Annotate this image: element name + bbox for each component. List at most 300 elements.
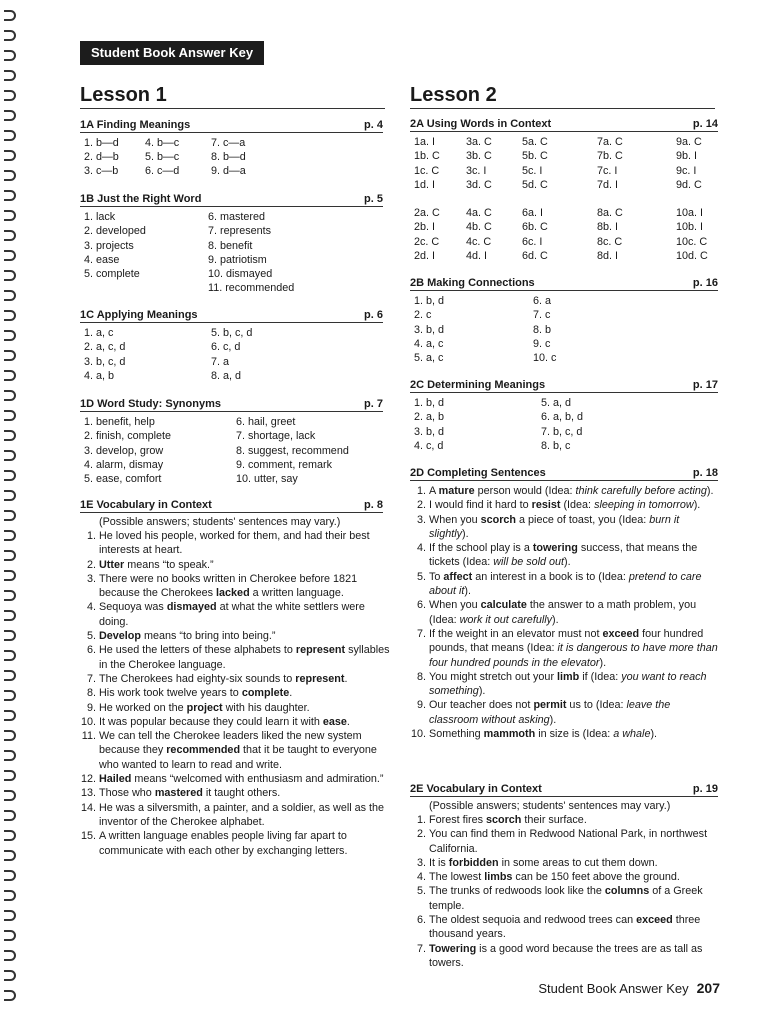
answer-2a-cell: 6b. C — [522, 221, 548, 234]
binding-ring — [4, 470, 16, 481]
binding-ring — [4, 210, 16, 221]
answer-2a-cell: 10c. C — [676, 235, 708, 248]
footer-label: Student Book Answer Key — [538, 981, 689, 996]
vocab-word: mammoth — [483, 728, 536, 741]
binding-ring — [4, 970, 16, 981]
answer-text — [429, 670, 720, 699]
answer-2a-cell: 2b. I — [414, 221, 436, 234]
answer-2a-cell: 6c. I — [522, 235, 543, 248]
vocab-word: Towering — [429, 942, 477, 955]
binding-ring — [4, 270, 16, 281]
numbered-answer — [410, 813, 720, 827]
answer-item: 4. c, d — [414, 439, 444, 452]
idea-text: leave the classroom without asking — [429, 699, 671, 726]
answer-item: 10. dismayed — [208, 268, 273, 281]
answer-2a-cell: 5c. I — [522, 164, 543, 177]
answer-number: 5. — [416, 570, 426, 583]
answer-2a-cell: 4d. I — [466, 249, 488, 262]
section-2c-right-list — [541, 396, 583, 453]
numbered-answer — [80, 629, 393, 643]
numbered-answer — [80, 801, 393, 830]
answer-text — [429, 884, 720, 913]
answer-text — [99, 786, 393, 800]
answer-item: 6. a, b, d — [541, 411, 584, 424]
answer-segment: The Cherokees had eighty-six sounds to — [99, 672, 296, 685]
answer-segment: is a good word because the trees are as tall as towers. — [429, 942, 703, 969]
answer-item: 10. c — [533, 352, 557, 365]
numbered-answer — [80, 829, 393, 858]
vocab-word: recommended — [166, 744, 241, 757]
answer-2a-cell: 2d. I — [414, 249, 436, 262]
binding-ring — [4, 370, 16, 381]
binding-ring — [4, 730, 16, 741]
binding-ring — [4, 310, 16, 321]
answer-segment: means “welcomed with enthusiasm and admiration.” — [131, 773, 384, 786]
section-2b-left-list — [414, 294, 444, 365]
binding-ring — [4, 870, 16, 881]
answer-text — [429, 498, 720, 512]
answer-segment: He loved his people, worked for them, and had their best interests at heart. — [99, 530, 370, 557]
answer-segment: an interest in a book is to (Idea: — [472, 570, 629, 583]
answer-item: 9. patriotism — [208, 253, 267, 266]
answer-2a-cell: 1c. C — [414, 164, 440, 177]
idea-text: a whale — [613, 728, 651, 741]
vocab-word: columns — [604, 885, 650, 898]
answer-segment: means “to bring into being.” — [141, 630, 276, 643]
numbered-answer — [410, 627, 720, 670]
binding-ring — [4, 810, 16, 821]
answer-number: 2. — [416, 828, 426, 841]
answer-segment: A written language enables people living far apart to communicate with each other by exchanging letters. — [99, 830, 348, 857]
answer-item: 6. mastered — [208, 211, 266, 223]
binding-ring — [4, 570, 16, 581]
section-1e-list — [80, 529, 393, 858]
answer-item: 2. c — [414, 309, 432, 322]
answer-segment: if (Idea: — [579, 670, 622, 683]
binding-ring — [4, 670, 16, 681]
answer-number: 6. — [416, 914, 426, 927]
answer-item: 5. a, c — [414, 352, 444, 365]
binding-ring — [4, 910, 16, 921]
answer-item: 6. c, d — [211, 341, 241, 354]
numbered-answer — [410, 856, 720, 870]
numbered-answer — [410, 541, 720, 570]
numbered-answer — [410, 942, 720, 971]
answer-item: 8. b — [533, 323, 552, 336]
answer-segment: . — [289, 687, 293, 700]
numbered-answer — [410, 913, 720, 942]
vocab-word: limb — [557, 670, 580, 683]
answer-text — [99, 629, 393, 643]
answer-item: 5. complete — [84, 268, 140, 281]
vocab-word: complete — [241, 687, 290, 700]
answer-number: 4. — [416, 542, 426, 555]
binding-ring — [4, 790, 16, 801]
section-2d-list — [410, 484, 720, 741]
answer-number: 14. — [80, 801, 96, 814]
section-1d-right-list — [236, 415, 349, 486]
binding-ring — [4, 930, 16, 941]
answer-2a-cell: 1b. C — [414, 150, 440, 163]
answer-item: 2. finish, complete — [84, 430, 172, 443]
answer-text — [429, 942, 720, 971]
answer-segment: . — [346, 715, 350, 728]
answer-segment: Something — [429, 728, 484, 741]
answer-number: 4. — [416, 871, 426, 884]
answer-2a-cell: 10a. I — [676, 207, 704, 219]
vocab-word: towering — [532, 542, 578, 555]
answer-2a-cell: 5d. C — [522, 178, 548, 191]
answer-item: 3. develop, grow — [84, 444, 164, 457]
answer-2a-cell: 9b. I — [676, 150, 698, 163]
numbered-answer — [80, 701, 393, 715]
answer-segment: He worked on the — [99, 701, 187, 714]
answer-number: 2. — [86, 558, 96, 571]
answer-item: 11. recommended — [208, 282, 295, 295]
vocab-word: mature — [438, 485, 475, 497]
vocab-word: Utter — [99, 558, 125, 571]
vocab-word: Hailed — [99, 773, 132, 786]
answer-number: 10. — [410, 728, 426, 741]
answer-2a-cell: 10d. C — [676, 249, 708, 262]
section-1e-title: 1E Vocabulary in Context p. 8 — [80, 499, 383, 511]
answer-text — [99, 572, 393, 601]
answer-item: 8. a, d — [211, 369, 242, 382]
binding-ring — [4, 130, 16, 141]
answer-segment: three thousand years. — [429, 914, 701, 941]
answer-segment: us to (Idea: — [566, 699, 627, 712]
answer-segment: a written language. — [249, 587, 344, 600]
vocab-word: permit — [533, 699, 567, 712]
answer-2a-cell: 4b. C — [466, 221, 492, 234]
answer-2a-cell: 6d. C — [522, 249, 548, 262]
answer-2a-cell: 8a. C — [597, 207, 623, 219]
section-2b-title: 2B Making Connections p. 16 — [410, 277, 718, 289]
answer-item: 1. lack — [84, 211, 116, 223]
answer-text — [99, 715, 393, 729]
answer-text — [99, 529, 393, 558]
answer-item: 4. a, c — [414, 337, 444, 350]
answer-item: 7. a — [211, 355, 230, 368]
binding-ring — [4, 10, 16, 21]
binding-ring — [4, 990, 16, 1001]
binding-ring — [4, 170, 16, 181]
numbered-answer — [410, 727, 720, 741]
answer-number: 15. — [80, 830, 96, 843]
binding-ring — [4, 890, 16, 901]
numbered-answer — [410, 513, 720, 542]
page-footer — [538, 980, 720, 996]
section-1d-left-list — [84, 415, 171, 486]
answer-segment: (Idea: — [560, 499, 595, 512]
binding-ring — [4, 690, 16, 701]
answer-segment: ). — [478, 685, 486, 698]
answer-2a-cell: 4a. C — [466, 207, 492, 219]
numbered-answer — [80, 558, 393, 572]
answer-item: 5. a, d — [541, 397, 572, 409]
answer-number: 10. — [80, 715, 96, 728]
numbered-answer — [410, 484, 720, 498]
section-1b-right-list — [208, 210, 294, 296]
answer-1a-2: 2. d—b — [84, 151, 119, 163]
section-2e-title: 2E Vocabulary in Context p. 19 — [410, 783, 718, 795]
section-1b-left-list — [84, 210, 146, 281]
answer-2a-cell: 8b. I — [597, 221, 619, 234]
answer-number: 1. — [416, 814, 426, 826]
answer-number: 6. — [86, 644, 96, 657]
answer-segment: in size is (Idea: — [535, 728, 614, 741]
numbered-answer — [80, 643, 393, 672]
answer-text — [429, 727, 720, 741]
answer-segment: person would (Idea: — [474, 485, 576, 497]
vocab-word: scorch — [486, 814, 522, 826]
answer-1a-6: 6. c—d — [145, 165, 180, 177]
lesson-1-title: Lesson 1 — [80, 84, 385, 109]
answer-segment: a piece of toast, you (Idea: — [516, 513, 650, 526]
answer-item: 7. represents — [208, 225, 272, 238]
answer-number: 7. — [416, 942, 426, 955]
page-number: 207 — [696, 980, 720, 996]
answer-2a-cell: 9d. C — [676, 178, 702, 191]
answer-text — [429, 870, 720, 884]
answer-segment: their surface. — [521, 814, 587, 826]
numbered-answer — [80, 715, 393, 729]
answer-segment: Those who — [99, 787, 155, 800]
answer-item: 6. hail, greet — [236, 416, 296, 428]
answer-segment: Sequoya was — [99, 601, 167, 614]
vocab-word: forbidden — [448, 856, 499, 869]
numbered-answer — [410, 884, 720, 913]
binding-ring — [4, 190, 16, 201]
answer-segment: the answer to a math problem, you (Idea: — [429, 599, 697, 626]
answer-2a-cell: 2c. C — [414, 235, 440, 248]
answer-segment: ). — [706, 485, 714, 497]
answer-item: 1. benefit, help — [84, 416, 155, 428]
answer-segment: If the school play is a — [429, 542, 533, 555]
vocab-word: calculate — [480, 599, 527, 612]
answer-key-banner: Student Book Answer Key — [80, 41, 264, 65]
answer-item: 7. b, c, d — [541, 425, 583, 438]
answer-number: 1. — [416, 485, 426, 497]
numbered-answer — [80, 686, 393, 700]
answer-segment: Our teacher does not — [429, 699, 534, 712]
answer-1a-4: 4. b—c — [145, 137, 180, 149]
answer-segment: that it be taught to everyone who wanted to learn to read and write. — [99, 744, 377, 771]
answer-segment: ). — [693, 499, 701, 512]
answer-number: 11. — [81, 730, 96, 743]
idea-text: work it out carefully — [459, 613, 553, 626]
answer-2a-cell: 3d. C — [466, 178, 492, 191]
answer-text — [429, 856, 720, 870]
answer-2a-cell: 1d. I — [414, 178, 436, 191]
section-2e-intro: (Possible answers; students' sentences may vary.) — [429, 800, 671, 812]
answer-2a-cell: 9a. C — [676, 136, 702, 148]
answer-segment: of a Greek temple. — [429, 885, 703, 912]
binding-ring — [4, 650, 16, 661]
answer-item: 7. shortage, lack — [236, 430, 316, 443]
vocab-word: exceed — [602, 627, 640, 640]
answer-2a-cell: 7b. C — [597, 150, 623, 163]
answer-item: 1. b, d — [414, 397, 445, 409]
answer-2a-cell: 8c. C — [597, 235, 623, 248]
answer-segment: I would find it hard to — [429, 499, 532, 512]
section-1c-right-list — [211, 326, 252, 383]
answer-item: 2. a, c, d — [84, 341, 126, 354]
binding-ring — [4, 350, 16, 361]
answer-2a-cell: 3c. I — [466, 164, 487, 177]
answer-item: 1. a, c — [84, 327, 114, 339]
answer-2a-cell: 7a. C — [597, 136, 623, 148]
answer-2a-cell: 8d. I — [597, 249, 619, 262]
answer-segment: It is — [429, 856, 449, 869]
answer-number: 3. — [86, 572, 96, 585]
binding-ring — [4, 150, 16, 161]
idea-text: you want to reach something — [429, 670, 707, 698]
answer-number: 7. — [416, 627, 426, 640]
vocab-word: scorch — [480, 513, 517, 526]
answer-text — [99, 558, 393, 572]
answer-text — [429, 827, 720, 856]
answer-text — [99, 686, 393, 700]
binding-ring — [4, 530, 16, 541]
answer-2a-cell: 5a. C — [522, 136, 548, 148]
answer-segment: means “to speak.” — [124, 558, 214, 571]
section-1c-title: 1C Applying Meanings p. 6 — [80, 309, 383, 321]
answer-segment: ). — [599, 656, 607, 669]
answer-segment: ). — [462, 527, 469, 540]
answer-segment: Forest fires — [429, 814, 486, 826]
answer-item: 1. b, d — [414, 295, 445, 307]
vocab-word: exceed — [636, 914, 673, 927]
answer-segment: You can find them in Redwood National Park, in northwest California. — [429, 828, 708, 855]
section-2b-right-list — [533, 294, 556, 365]
answer-1a-8: 8. b—d — [211, 151, 246, 163]
binding-ring — [4, 950, 16, 961]
answer-segment: The trunks of redwoods look like the — [429, 885, 605, 898]
vocab-word: project — [186, 701, 223, 714]
idea-text: burn it slightly — [429, 513, 680, 540]
answer-item: 4. ease — [84, 253, 120, 266]
vocab-word: mastered — [154, 787, 203, 800]
answer-segment: success, that means the tickets (Idea: — [429, 542, 698, 569]
vocab-word: represent — [295, 672, 345, 685]
answer-number: 7. — [86, 672, 96, 685]
answer-text — [429, 541, 720, 570]
section-1d-title: 1D Word Study: Synonyms p. 7 — [80, 398, 383, 410]
answer-segment: at what the white settlers were doing. — [99, 601, 365, 628]
answer-segment: ). — [564, 556, 571, 569]
binding-ring — [4, 330, 16, 341]
answer-segment: ). — [650, 728, 658, 741]
answer-2a-cell: 10b. I — [676, 221, 704, 234]
numbered-answer — [410, 670, 720, 699]
numbered-answer — [410, 498, 720, 512]
answer-number: 9. — [86, 701, 96, 714]
answer-number: 3. — [416, 513, 426, 526]
answer-number: 1. — [86, 530, 96, 542]
binding-ring — [4, 710, 16, 721]
answer-segment: When you — [429, 513, 481, 526]
section-1c-left-list — [84, 326, 125, 383]
vocab-word: lacked — [216, 587, 250, 600]
answer-segment: If the weight in an elevator must not — [429, 627, 603, 640]
binding-ring — [4, 30, 16, 41]
answer-segment: can be 150 feet above the ground. — [512, 871, 680, 884]
answer-item: 4. alarm, dismay — [84, 458, 164, 471]
answer-text — [99, 829, 393, 858]
binding-ring — [4, 50, 16, 61]
answer-2a-cell: 2a. C — [414, 207, 440, 219]
section-2c-left-list — [414, 396, 444, 453]
answer-segment: ). — [552, 613, 559, 626]
answer-item: 3. b, d — [414, 425, 445, 438]
numbered-answer — [410, 598, 720, 627]
answer-item: 8. suggest, recommend — [236, 444, 349, 457]
section-2e-list — [410, 813, 720, 970]
answer-item: 9. comment, remark — [236, 458, 332, 471]
answer-item: 4. a, b — [84, 369, 115, 382]
answer-segment: in some areas to cut them down. — [498, 856, 658, 869]
numbered-answer — [80, 772, 393, 786]
answer-segment: syllables in the Cherokee language. — [99, 644, 390, 671]
binding-ring — [4, 750, 16, 761]
idea-text: sleeping in tomorrow — [594, 499, 694, 512]
idea-text: think carefully before acting — [575, 485, 707, 497]
answer-item: 8. b, c — [541, 439, 571, 452]
binding-ring — [4, 250, 16, 261]
answer-text — [99, 701, 393, 715]
answer-segment: The oldest sequoia and redwood trees can — [429, 914, 637, 927]
answer-2a-cell: 4c. C — [466, 235, 492, 248]
answer-2a-cell: 7d. I — [597, 178, 619, 191]
section-1e-intro: (Possible answers; students' sentences may vary.) — [99, 516, 341, 528]
answer-number: 5. — [416, 885, 426, 898]
answer-number: 3. — [416, 856, 426, 869]
answer-text — [99, 672, 393, 686]
answer-1a-1: 1. b—d — [84, 137, 119, 149]
answer-text — [429, 484, 720, 498]
answer-segment: We can tell the Cherokee leaders liked the new system because they — [99, 730, 362, 757]
answer-segment: His work took twelve years to — [99, 687, 242, 700]
binding-ring — [4, 90, 16, 101]
section-2d-title: 2D Completing Sentences p. 18 — [410, 467, 718, 479]
answer-segment: It was popular because they could learn it with — [99, 715, 323, 728]
answer-number: 2. — [416, 499, 426, 512]
lesson-2-title: Lesson 2 — [410, 84, 715, 109]
answer-segment: . — [344, 672, 348, 685]
answer-text — [99, 729, 393, 772]
numbered-answer — [410, 870, 720, 884]
answer-segment: it taught others. — [202, 787, 281, 800]
answer-text — [429, 698, 720, 727]
numbered-answer — [80, 529, 393, 558]
answer-segment: The lowest — [429, 871, 485, 884]
answer-segment: four hundred pounds, that means (Idea: — [429, 627, 704, 655]
section-1a-title: 1A Finding Meanings p. 4 — [80, 119, 383, 131]
answer-1a-3: 3. c—b — [84, 165, 119, 177]
binding-ring — [4, 230, 16, 241]
idea-text: will be sold out — [493, 556, 565, 569]
vocab-word: resist — [531, 499, 561, 512]
answer-item: 8. benefit — [208, 239, 253, 252]
answer-2a-cell: 6a. I — [522, 207, 544, 219]
answer-number: 8. — [416, 670, 426, 683]
numbered-answer — [80, 786, 393, 800]
answer-segment: When you — [429, 599, 481, 612]
answer-2a-cell: 9c. I — [676, 164, 697, 177]
vocab-word: affect — [443, 570, 473, 583]
answer-text — [429, 627, 720, 670]
